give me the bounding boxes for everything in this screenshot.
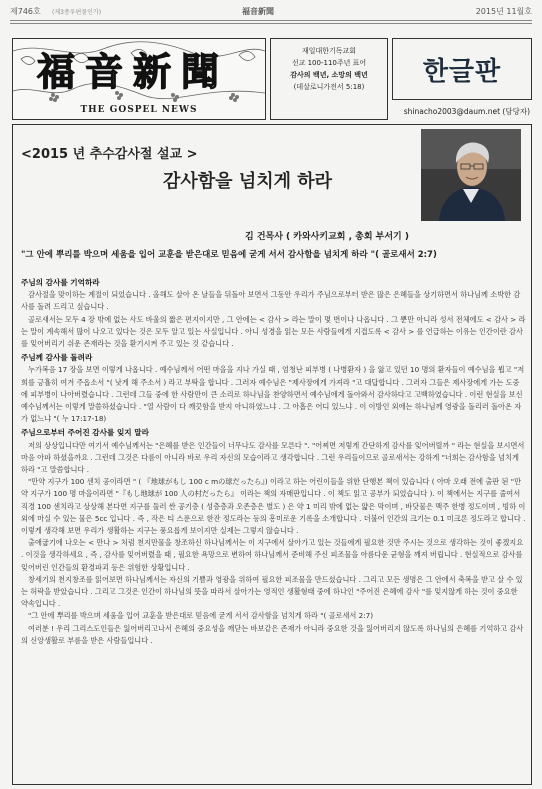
motto-reference: (데살로니가전서 5:18) [293,83,365,91]
paragraph: 감사절을 맞이하는 계절이 되었습니다 . 올해도 살아 온 날들을 뒤돌아 보면서 그동안 우리가 주님으로부터 받은 많은 은혜들을 상기하면서 하나님께 소박한 감사를 돌려 드리고 싶습니다 . [21,290,521,312]
top-divider [10,20,532,21]
masthead-english: THE GOSPEL NEWS [80,105,198,115]
sermon-body [21,277,526,647]
paragraph: 누가복음 17 장을 보면 이렇게 나옵니다 . 예수님께서 어떤 마을을 지나 가실 때 , 엄청난 피부병 ( 나병환자 ) 을 앓고 있던 10 명의 환자들이 예수님을 뵙고 "저희를 긍휼히 여겨 주옵소서 "( 낫게 해 주소서 ) 라고 부탁을 합니다 . 그러자 예수님은 "제사장에게 가져라 "고 대답합니다 . 그러자 그들은 제사장에게 가는 도중에 피부병이 나아버렸습니다 . 그런데 그들 중에 한 사람만이 큰 소리로 하나님을 찬양하면서 예수님에게 돌아와서 감사하다고 고백하였습니다 . 이런 현실을 보신 예수님께서는 이렇게 말씀하셨습니다 . "열 사람이 다 깨끗함을 받지 아니하였느냐 . 그 아홉은 어디 있느냐 . 이 이방인 외에는 하나님께 영광을 돌리러 돌아온 자가 없느냐 "( 누 17:17-18) [21,365,525,424]
top-divider-secondary [10,23,532,24]
sermon-author: 김 건목사 ( 카와사키교회 , 총회 부서기 ) [245,232,409,242]
edition-label: 한글판 [422,56,502,87]
issue-date: 2015년 11월호 [475,7,532,16]
author-photo [421,129,521,221]
newspaper-name: 福音新聞 [242,7,274,16]
sermon-article [12,124,532,785]
paragraph: 창세기의 천지창조를 읽어보면 하나님께서는 자신의 기쁨과 영광을 위하여 필요한 피조물을 만드셨습니다 . 그리고 모든 생명은 그 안에서 축복을 받고 살 수 있는 허락을 받았습니다 . 그리고 그것은 인간이 하나님의 뜻을 따라서 살아가는 영적인 생활형태 중에 하나인 "주어진 은혜에 감사 "를 잊지않게 하는 것이 중요한 약속입니다 . [21,574,523,609]
section-heading: 주님께 감사를 돌려라 [21,353,93,363]
paragraph: 여러분 ! 우리 그리스도인들은 잃어버리고나서 은혜의 중요성을 깨닫는 바보같은 존재가 아니라 중요한 것을 잃어버리지 않도록 하나님의 은혜를 기억하고 감사의 신앙생활로 부름을 받은 사람들입니다 . [21,623,524,645]
sermon-series: <2015 년 추수감사절 설교 > [21,147,198,162]
issue-number: 제746호 [10,7,41,16]
masthead-logo [12,38,266,120]
paragraph: 출애굽기에 나오는 < 만나 > 처럼 천지만물을 창조하신 하나님께서는 이 지구에서 살아가고 있는 것들에게 필요한 것만 주시는 것으로 생각하는 것이 좋겠지요 . 이것을 생각하세요 , 즉 , 감사를 잊어버렸을 때 , 필요한 욕망으로 변하여 하나님께서 준비해 주신 피조물을 아름다운 균형을 깨져 버립니다 . 현실적으로 감사를 잊어버린 인간들의 환경파괴 등은 위험한 상황입니다 . [21,538,524,572]
paragraph: 골로새서는 모두 4 장 밖에 없는 사도 바울의 짧은 편지이지만 , 그 안에는 < 감사 > 라는 말이 몇 번이나 나옵니다 . 그 뿐만 아니라 성서 전체에도 < 감사 > 라는 말이 계속해서 많이 나오고 있다는 것은 모두 알고 있는 사실입니다 . 아니 성경을 읽는 모든 사람들에게 지겹도록 < 감사 > 를 언급하는 이유는 인간이란 감사를 잊어버리기 쉬운 존재라는 것을 환기시켜 주고 있는 것 같습니다 . [21,314,526,349]
paragraph: 저의 상상입니다만 여기서 예수님께서는 "은혜를 받은 인간들이 너무나도 감사를 모른다 ". "어찌면 저렇게 간단하게 감사를 잊어버릴까 " 라는 현실을 보시면서 마음 아파 하셨을까요 . 그런데 그것은 다름이 아니라 바로 우리 자신의 모습이라고 생각합니다 . 그런 우리들이므로 골로새서는 강하게 "너희는 감사함을 넘치게 하라 "고 말씀합니다 . [21,440,525,475]
top-bar [10,6,532,20]
contact-email: shinacho2003@daum.net (담당자) [403,107,530,116]
motto-box [270,38,388,120]
edition-box [392,38,532,100]
motto-text: 감사의 백년, 소망의 백년 [290,71,368,79]
sermon-title: 감사함을 넘치게 하라 [163,171,333,192]
postal-registration: (제3종우편물인가) [52,9,102,16]
paragraph: "만약 지구가 100 센치 공이라면 " ( 『地球がもし 100 c mの球だったら』) 이라고 하는 어린이들을 위한 단행본 책이 있습니다 ( 아마 오래 전에 출판 된 "만약 지구가 100 명 마을이라면 "『もし地球が 100 人の村だったら』 이라는 책의 자매판입니다 . 이 책도 읽고 공부가 되었습니다 ). 이 책에서는 지구를 줄여서 직경 100 센치라고 상상해 본다면 지구를 둘러 싼 공기층 ( 성층층과 오존층은 별도 ) 은 약 1 미리 밖에 없는 얇은 막이며 , 바닷물은 맥주 한병 정도이며 , 빙하 이외에 마실 수 있는 물은 5cc 입니다 . 즉 , 작은 티 스푼으로 한잔 정도라는 등의 흥미로운 기록을 소개합니다 . 더불어 인간의 크기는 0.1 미크론 정도라고 합니다 . 이렇게 생각해 보면 우리가 생활하는 지구는 풍요롭게 보이지만 실제는 그렇지 않습니다 . [21,477,526,536]
masthead-title: 福音新聞 [37,49,230,94]
key-verse: "그 안에 뿌리를 박으며 세움을 입어 교훈을 받은대로 믿음에 굳게 서서 감사함을 넘치게 하라 "( 골로새서 2:7) [21,250,437,260]
church-name: 재일대한기독교회 [301,47,357,55]
section-heading: 주님의 감사를 기억하라 [21,278,100,287]
motto-heading: 선교 100-110주년 표어 [291,59,367,67]
paragraph: "그 안에 뿌리를 박으며 세움을 입어 교훈을 받은대로 믿음에 굳게 서서 감사함을 넘치게 하라 "( 골로새서 2:7) [28,611,374,621]
section-heading: 주님으로부터 주어진 감사를 잊지 말라 [21,428,149,438]
